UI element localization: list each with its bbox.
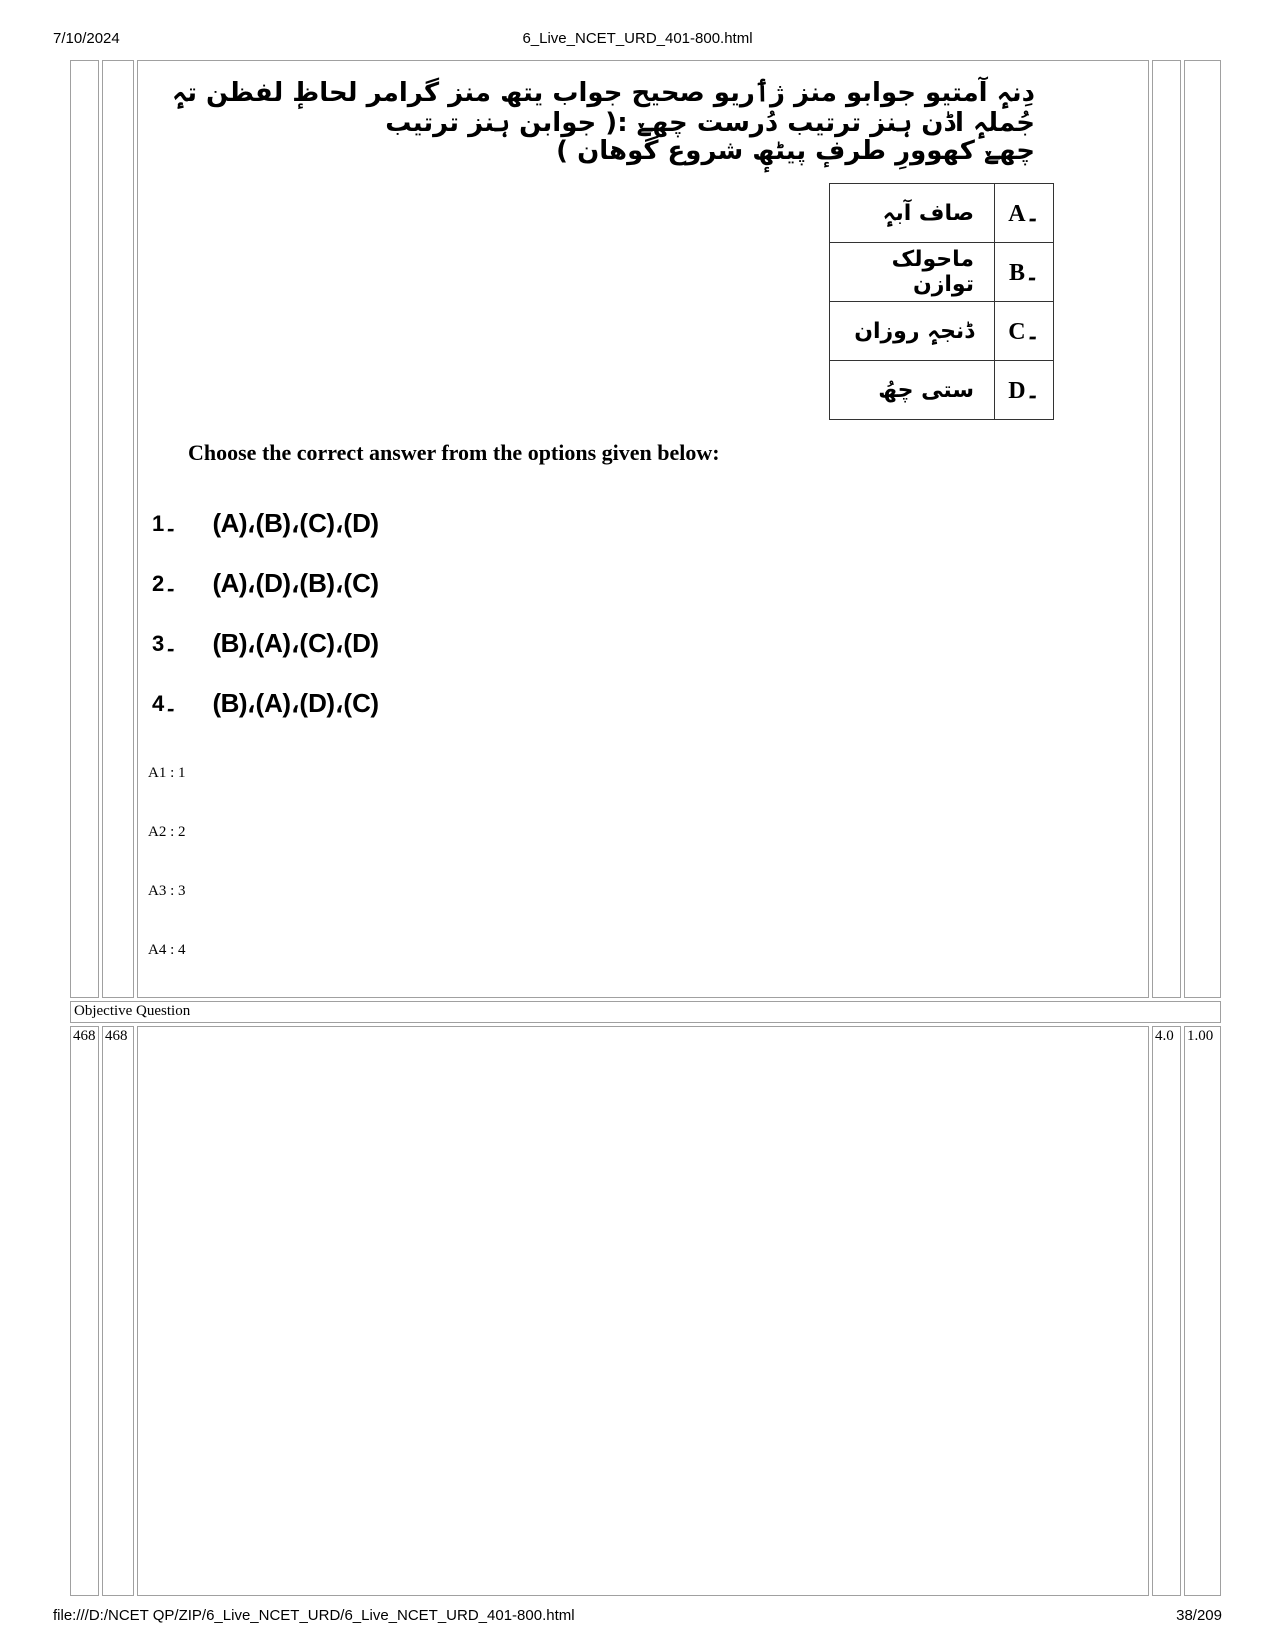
question-type-label: Objective Question (74, 1003, 191, 1019)
page-number: 38/209 (1176, 1607, 1222, 1624)
option-value: (B)،(A)،(C)،(D) (212, 628, 379, 658)
option-value: (A)،(D)،(B)،(C) (212, 568, 379, 598)
row-cell-marks (1152, 1026, 1181, 1596)
table-key: C۔ (995, 302, 1054, 361)
table-row (830, 361, 1054, 420)
option-value: (A)،(B)،(C)،(D) (212, 508, 379, 538)
table-key: A۔ (995, 184, 1054, 243)
question-urdu-line-1: دِنہٕ آمتیو جوابو منز ژٲریو صحیح جواب یتھ منز گرامر لحاظٕ لفظن تہٕ جُملہٕ اڈن ہنز ترتیب دُرست چھےٚ :( جوابن ہنز ترتیب (171, 78, 1035, 138)
table-key: B۔ (995, 243, 1054, 302)
row-cell-id2 (102, 60, 134, 998)
question-id: 468 (73, 1028, 96, 1044)
table-row (830, 243, 1054, 302)
print-title: 6_Live_NCET_URD_401-800.html (522, 30, 753, 47)
option-number: 2۔ (152, 570, 178, 596)
row-cell-id1 (70, 1026, 99, 1596)
option-number: 3۔ (152, 630, 178, 656)
negative-marks-value: 1.00 (1187, 1028, 1214, 1044)
table-value: صاف آبہٕ (830, 184, 995, 243)
row-cell-id2 (102, 1026, 134, 1596)
option-2 (152, 568, 379, 608)
option-value: (B)،(A)،(D)،(C) (212, 688, 379, 718)
answer-key-2: A2 : 2 (148, 824, 186, 840)
matching-table (829, 183, 1054, 420)
question-urdu-line-2: چھےٚ کھوورِ طرفٕ پیٹھٕ شروع گوھان ) (556, 136, 1035, 166)
type-label-cell (70, 1001, 1221, 1023)
answer-key-1: A1 : 1 (148, 765, 186, 781)
instruction-text: Choose the correct answer from the options given below: (188, 440, 720, 465)
table-row (830, 302, 1054, 361)
marks-value: 4.0 (1155, 1028, 1174, 1044)
table-value: ماحولک توازن (830, 243, 995, 302)
table-value: ڈنجہٕ روزان (830, 302, 995, 361)
table-row (830, 184, 1054, 243)
row-cell-id1 (70, 60, 99, 998)
file-path: file:///D:/NCET QP/ZIP/6_Live_NCET_URD/6_Live_NCET_URD_401-800.html (53, 1607, 575, 1624)
table-value: ستی چھُ (830, 361, 995, 420)
row-cell-neg (1184, 1026, 1221, 1596)
option-3 (152, 628, 379, 668)
option-number: 1۔ (152, 510, 178, 536)
answer-key-4: A4 : 4 (148, 942, 186, 958)
option-number: 4۔ (152, 690, 178, 716)
print-date: 7/10/2024 (53, 30, 120, 47)
question-number: 468 (105, 1028, 128, 1044)
question-cell (137, 1026, 1149, 1596)
row-cell-neg (1184, 60, 1221, 998)
row-cell-marks (1152, 60, 1181, 998)
table-key: D۔ (995, 361, 1054, 420)
option-4 (152, 688, 379, 728)
answer-key-3: A3 : 3 (148, 883, 186, 899)
option-1 (152, 508, 379, 548)
